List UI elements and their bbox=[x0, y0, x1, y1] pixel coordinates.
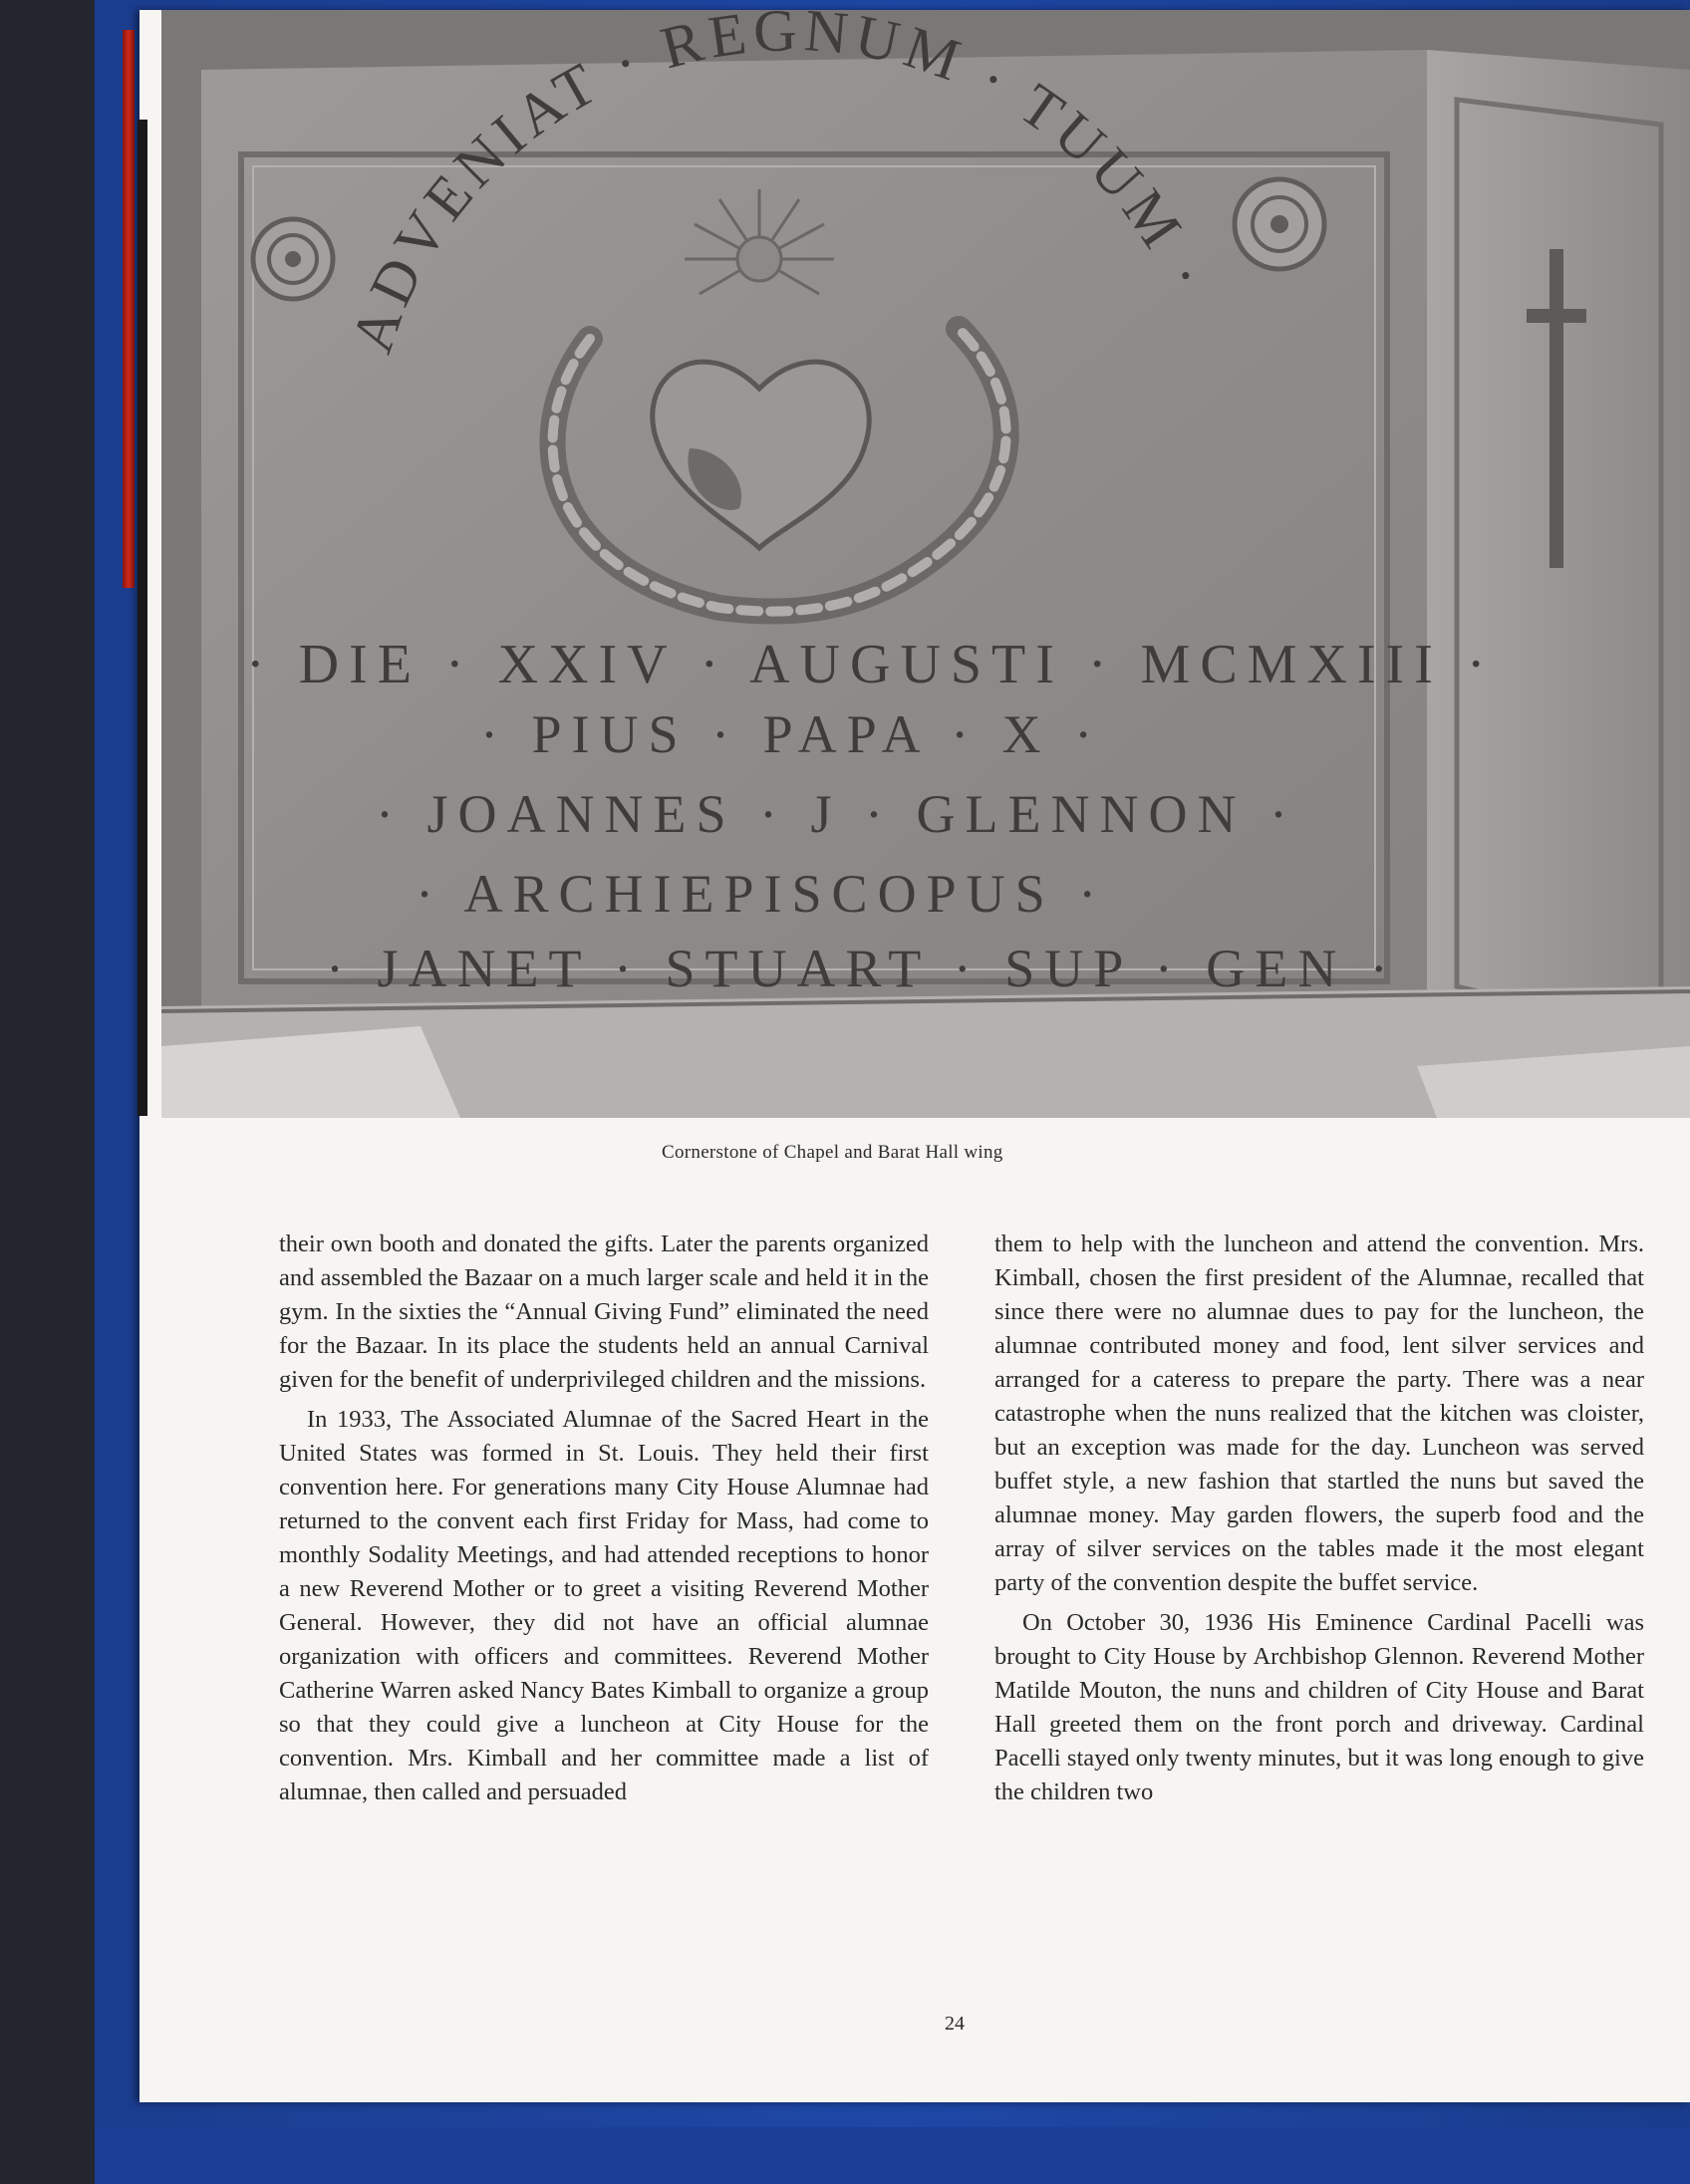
inscription-line-2: · PIUS · PAPA · X · bbox=[480, 704, 1103, 764]
paragraph: their own booth and donated the gifts. Later the parents organized and assembled the Bazaar on a much larger scale and held it in the gym. In the sixties the “Annual Giving Fund” eliminated the need for the Bazaar. In its place the students held an annual Carnival given for the benefit of underprivileged children and the missions. bbox=[279, 1230, 929, 1393]
paragraph: them to help with the luncheon and attend the convention. Mrs. Kimball, chosen the first president of the Alumnae, recalled that since there were no alumnae dues to pay for the luncheon, the alumnae contributed money and food, lent silver services and arranged for a cateress to prepare the party. There was a near catastrophe when the nuns realized that the kitchen was cloister, but an exception was made for the day. Luncheon was served buffet style, a new fashion that startled the nuns but saved the alumnae money. May garden flowers, the superb food and the array of silver services on the tables made it the most elegant party of the convention despite the buffet service. bbox=[994, 1230, 1644, 1596]
right-rosette bbox=[1235, 179, 1324, 269]
left-rosette bbox=[253, 219, 333, 299]
inscription-line-1: · DIE · XXIV · AUGUSTI · MCMXIII · bbox=[246, 634, 1496, 695]
inscription-line-3: · JOANNES · J · GLENNON · bbox=[376, 784, 1297, 844]
inscription-line-5: · JANET · STUART · SUP · GEN · bbox=[326, 939, 1398, 998]
left-text-column bbox=[279, 1228, 929, 1809]
cornerstone-photo bbox=[161, 10, 1690, 1118]
page-gutter-shadow bbox=[138, 120, 147, 1116]
paragraph: In 1933, The Associated Alumnae of the Sacred Heart in the United States was formed in St. Louis. They held their first convention here. For generations many City House Alumnae had returned to the convent each first Friday for Mass, had come to monthly Sodality Meetings, and had attended receptions to honor a new Reverend Mother or to greet a visiting Reverend Mother General. However, they did not have an official alumnae organization with officers and committees. Reverend Mother Catherine Warren asked Nancy Bates Kimball to organize a group so that they could give a luncheon at City House for the convention. Mrs. Kimball and her committee made a list of alumnae, then called and persuaded bbox=[279, 1406, 929, 1805]
right-text-column bbox=[994, 1228, 1644, 1809]
photo-caption: Cornerstone of Chapel and Barat Hall wing bbox=[662, 1142, 1003, 1163]
paragraph: On October 30, 1936 His Eminence Cardinal Pacelli was brought to City House by Archbishop Glennon. Reverend Mother Matilde Mouton, the nuns and children of City House and Barat Hall greeted them on the front porch and driveway. Cardinal Pacelli stayed only twenty minutes, but it was long enough to give the children two bbox=[994, 1609, 1644, 1805]
book-cover-bottom-edge bbox=[95, 2127, 1690, 2184]
inscription-arc: ADVENIAT · REGNUM · TUUM · bbox=[338, 10, 1223, 361]
red-bookmark-edge bbox=[123, 30, 135, 588]
inscription-line-4: · ARCHIEPISCOPUS · bbox=[416, 864, 1107, 924]
cornerstone-illustration bbox=[161, 10, 1690, 1118]
page-number: 24 bbox=[945, 2013, 965, 2035]
